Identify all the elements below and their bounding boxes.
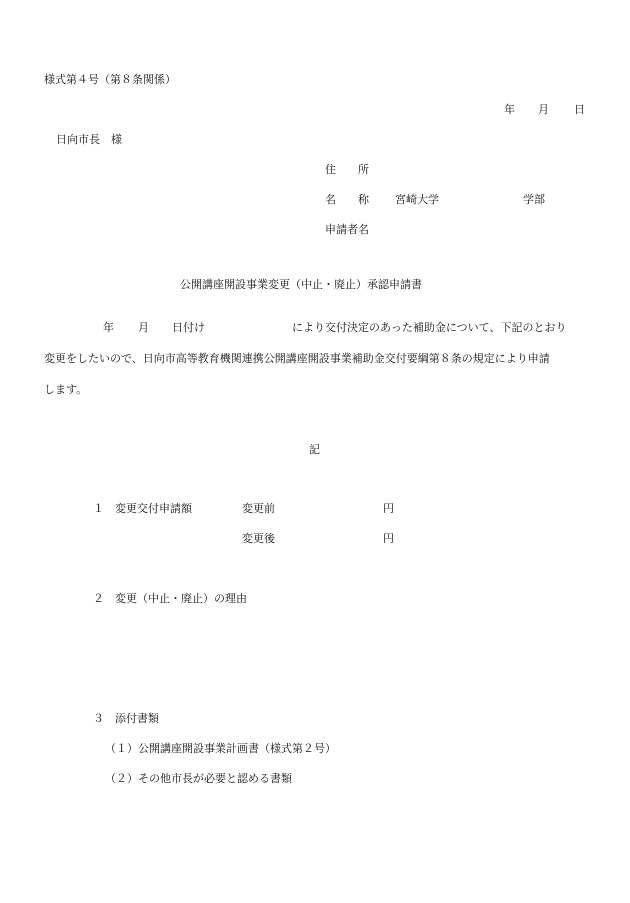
faculty-label: 学部 — [523, 193, 545, 206]
document-title: 公開講座開設事業変更（中止・廃止）承認申請書 — [180, 278, 422, 291]
date-year: 年 — [504, 103, 515, 116]
after-change-label: 変更後 — [242, 532, 275, 545]
applicant-name-label: 申請者名 — [325, 223, 369, 236]
body-month: 月 — [138, 321, 149, 334]
university-name: 宮崎大学 — [395, 193, 439, 206]
body-line3: します。 — [44, 383, 88, 396]
ki-heading: 記 — [309, 443, 320, 456]
before-change-yen: 円 — [383, 502, 394, 515]
item3-number: ３ — [93, 712, 104, 725]
address-label: 住 所 — [325, 163, 369, 176]
item2-label: 変更（中止・廃止）の理由 — [115, 592, 247, 605]
after-change-yen: 円 — [383, 532, 394, 545]
item1-label: 変更交付申請額 — [115, 502, 192, 515]
item3-label: 添付書類 — [115, 712, 159, 725]
body-year: 年 — [103, 321, 114, 334]
date-month: 月 — [538, 103, 549, 116]
body-dated: 日付け — [172, 321, 205, 334]
before-change-label: 変更前 — [242, 502, 275, 515]
date-day: 日 — [574, 103, 585, 116]
body-line1-rest: により交付決定のあった補助金について、下記のとおり — [292, 321, 567, 334]
item2-number: ２ — [93, 592, 104, 605]
attachment-item: （１）公開講座開設事業計画書（様式第２号） — [105, 742, 336, 755]
body-line2: 変更をしたいので、日向市高等教育機関連携公開講座開設事業補助金交付要綱第８条の規定により申請 — [44, 352, 550, 365]
addressee: 日向市長 様 — [56, 133, 122, 146]
name-label: 名 称 — [325, 193, 369, 206]
attachment-item: （２）その他市長が必要と認める書類 — [105, 772, 292, 785]
form-number: 様式第４号（第８条関係） — [44, 73, 176, 86]
item1-number: １ — [93, 502, 104, 515]
